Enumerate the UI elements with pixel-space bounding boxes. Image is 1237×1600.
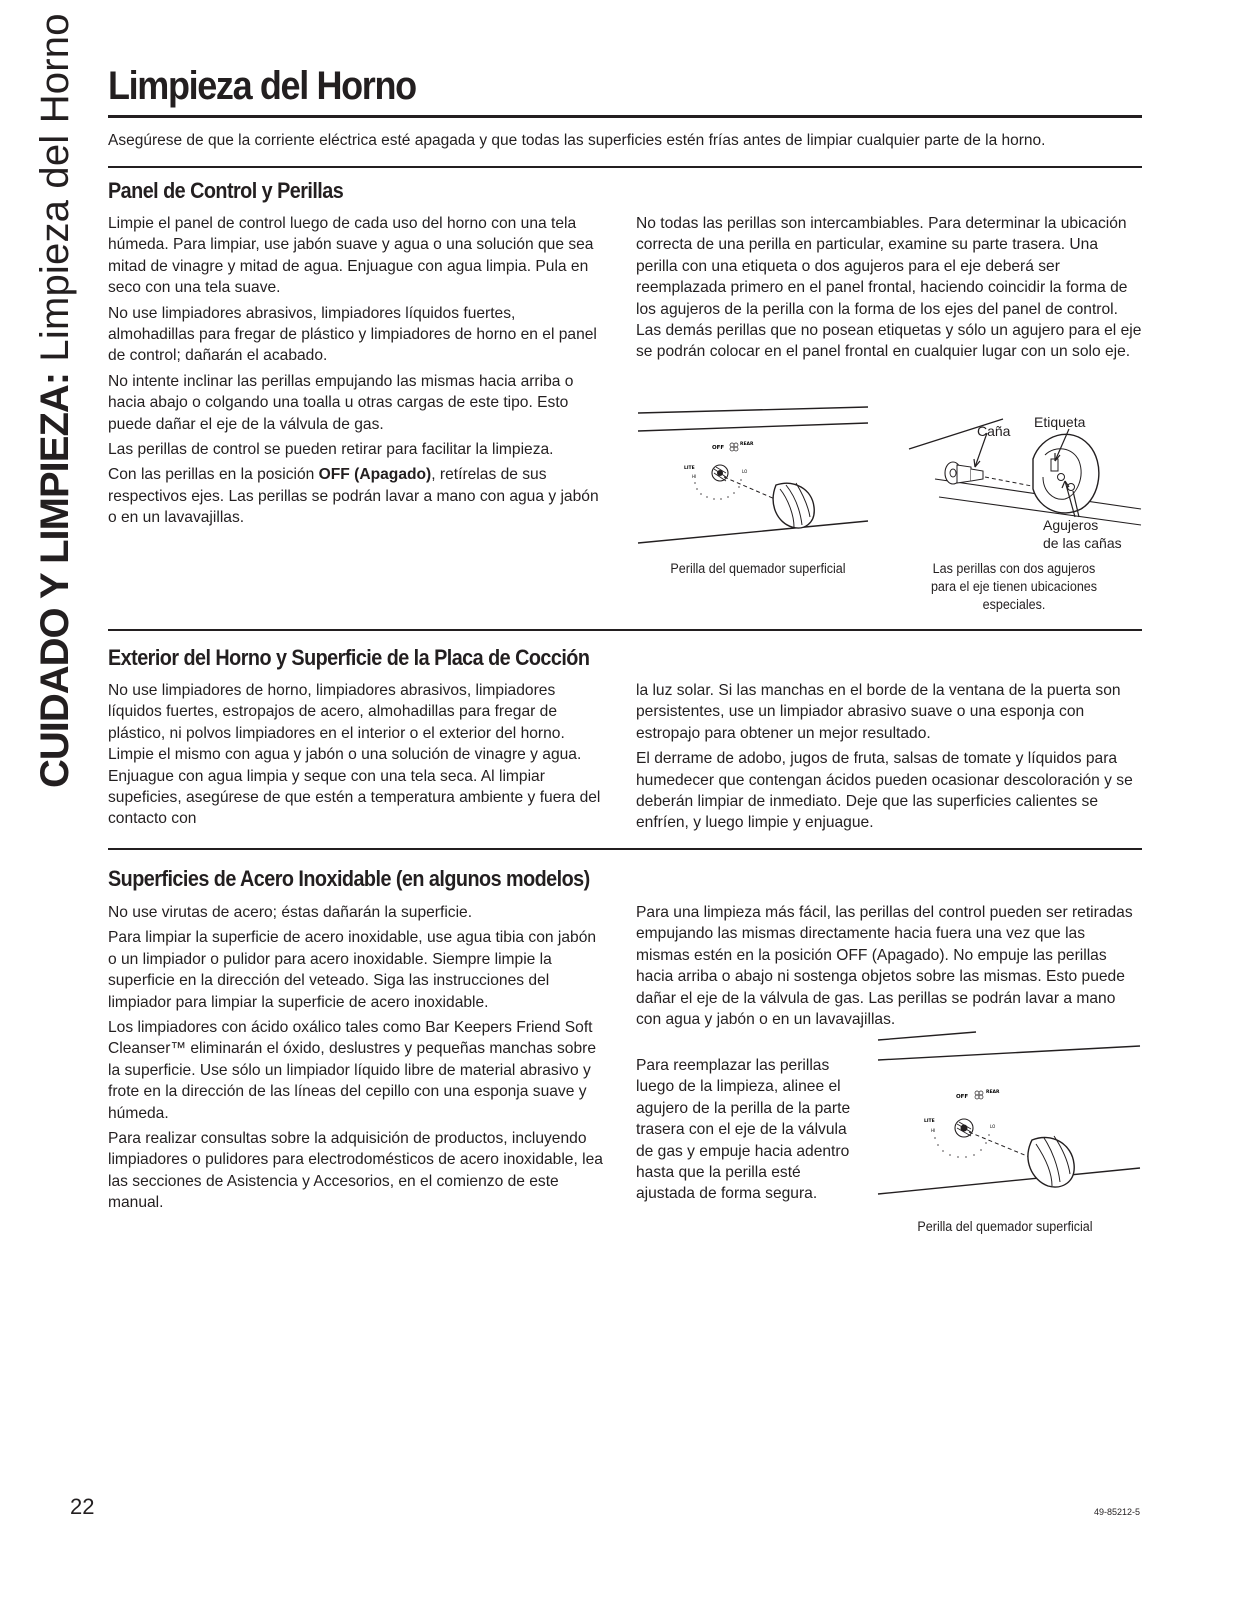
paragraph: Para realizar consultas sobre la adquisición de productos, incluyendo limpiadores o pulidores para electrodomésticos de acero inoxidable, lea las secciones de Asistencia y Accesorios, en el comienzo de este manual. — [108, 1130, 603, 1212]
paragraph: No use limpiadores de horno, limpiadores abrasivos, limpiadores líquidos fuertes, estropajos de acero, almohadillas para fregar de plástico, ni polvos limpiadores en el interior o el exterior del horno. Limpie el mismo con agua y jabón o una solución de vinagre y agua. Enjuague con agua limpia y seque con una tela seca. Al limpiar supeficies, asegúrese de que estén a temperatura ambiente y fuera del contacto con — [108, 682, 601, 828]
figure-label-etiqueta: Etiqueta — [1034, 414, 1086, 430]
figure-caption-left: Perilla del quemador superficial — [670, 561, 846, 576]
caption-line: especiales. — [982, 597, 1046, 612]
stainless-right-column — [636, 902, 1142, 1034]
paragraph: Las perillas de control se pueden retirar para facilitar la limpieza. — [108, 441, 554, 459]
section-title-panel: Panel de Control y Perillas — [108, 178, 344, 203]
panel-left-column — [108, 213, 606, 533]
exterior-left-column — [108, 680, 606, 834]
sidebar-bold-text: CUIDADO Y LIMPIEZA: — [33, 372, 77, 788]
section-divider — [108, 629, 1142, 631]
paragraph: Para limpiar la superficie de acero inoxidable, use agua tibia con jabón o un limpiador o pulidor para acero inoxidable. Siempre limpie la superficie en la dirección del veteado. Siga las instrucciones del limpiador para limpiar la superficie de acero inoxidable. — [108, 929, 597, 1011]
section-title-exterior: Exterior del Horno y Superficie de la Placa de Cocción — [108, 645, 590, 670]
title-rule — [108, 115, 1142, 118]
caption-line: para el eje tienen ubicaciones — [930, 579, 1098, 594]
paragraph: Limpie el panel de control luego de cada uso del horno con una tela húmeda. Para limpiar, use jabón suave y agua o una solución que sea mitad de vinagre y mitad de agua. Enjuague con agua limpia. Pula en seco con una tela suave. — [108, 215, 594, 297]
page-number: 22 — [70, 1494, 95, 1519]
off-emphasis: OFF (Apagado) — [318, 466, 432, 484]
knob-lite-text: LITE — [684, 466, 695, 471]
figure-label-canas: de las cañas — [1043, 535, 1122, 551]
knob-rear-text: REAR — [986, 1090, 1000, 1095]
knob-back-illustration — [905, 405, 1145, 540]
knob-hi-text: HI — [692, 474, 697, 479]
exterior-right-column — [636, 680, 1142, 838]
paragraph: Los limpiadores con ácido oxálico tales como Bar Keepers Friend Soft Cleanser™ eliminarán el óxido, deslustres y pequeñas manchas sobre la superficie. Use sólo un limpiador líquido libre de material abrasivo y frote en la dirección de las líneas del cepillo con una esponja suave y húmeda. — [108, 1019, 596, 1122]
knob-off-text: OFF — [712, 445, 725, 451]
caption-line: Las perillas con dos agujeros — [932, 561, 1096, 576]
paragraph — [108, 464, 606, 528]
paragraph: No use virutas de acero; éstas dañarán la superficie. — [108, 904, 473, 921]
knob-hi-text: HI — [931, 1128, 936, 1133]
knob-panel-illustration-lower — [876, 1028, 1142, 1200]
page-title: Limpieza del Horno — [108, 64, 416, 108]
paragraph: Para una limpieza más fácil, las perillas del control pueden ser retiradas empujando las mismas directamente hacia fuera una vez que las mismas estén en la posición OFF (Apagado). No empuje las perillas hacia arriba o abajo ni sostenga objetos sobre las mismas. Esto puede dañar el eje de la válvula de gas. Las perillas se podrán lavar a mano con agua y jabón o en un lavavajillas. — [636, 904, 1133, 1029]
knob-panel-illustration — [636, 405, 871, 555]
stainless-replace-text — [636, 1055, 862, 1209]
paragraph: la luz solar. Si las manchas en el borde de la ventana de la puerta son persistentes, use un limpiador abrasivo suave o una esponja con estropajo para obtener un mejor resultado. — [636, 682, 1121, 742]
sidebar-section-label — [28, 13, 82, 788]
figure-caption-lower: Perilla del quemador superficial — [917, 1219, 1093, 1234]
paragraph: No intente inclinar las perillas empujando las mismas hacia arriba o hacia abajo o colgando una toalla u otras cargas de este tipo. Esto puede dañar el eje de la válvula de gas. — [108, 372, 574, 433]
knob-lo-text: LO — [990, 1124, 996, 1129]
section-title-stainless: Superficies de Acero Inoxidable (en algunos modelos) — [108, 866, 590, 891]
figure-caption-right — [895, 560, 1133, 614]
figure-label-cana: Caña — [977, 423, 1011, 439]
sidebar-light-text: Limpieza del Horno — [33, 13, 77, 373]
paragraph: No todas las perillas son intercambiables. Para determinar la ubicación correcta de una perilla en particular, examine su parte trasera. Una perilla con una etiqueta o dos agujeros para el eje deberá ser reemplazada primero en el panel frontal, haciendo coincidir la forma de los agujeros de la perilla con la forma de los ejes del panel de control. Las demás perillas que no posean etiquetas y sólo un agujero para el eje se podrán colocar en el panel frontal en cualquier lugar con un solo eje. — [636, 215, 1142, 361]
figure-label-agujeros: Agujeros — [1043, 517, 1099, 533]
paragraph: El derrame de adobo, jugos de fruta, salsas de tomate y líquidos para humedecer que contengan ácidos pueden ocasionar descoloración y se deberán limpiar de inmediato. Deje que las superficies calientes se enfríen, y luego limpie y enjuague. — [636, 750, 1133, 832]
text-run: , retírelas de sus respectivos ejes. Las perillas se podrán lavar a mano con agua y jabón o en un lavavajillas. — [108, 466, 599, 527]
knob-lite-text: LITE — [924, 1119, 935, 1124]
paragraph: Para reemplazar las perillas luego de la limpieza, alinee el agujero de la perilla de la parte trasera con el eje de la válvula de gas y empuje hacia adentro hasta que la perilla esté ajustada de forma segura. — [636, 1057, 851, 1203]
section-divider — [108, 848, 1142, 850]
intro-text: Asegúrese de que la corriente eléctrica esté apagada y que todas las superficies estén frías antes de limpiar cualquier parte de la horno. — [108, 132, 1046, 149]
knob-off-text: OFF — [956, 1094, 969, 1100]
document-code: 49-85212-5 — [1093, 1507, 1140, 1517]
paragraph: No use limpiadores abrasivos, limpiadores líquidos fuertes, almohadillas para fregar de plástico y limpiadores de horno en el panel de control; dañarán el acabado. — [108, 304, 597, 365]
section-divider — [108, 166, 1142, 168]
text-run: Con las perillas en la posición — [108, 466, 319, 484]
stainless-left-column — [108, 902, 606, 1218]
knob-lo-text: LO — [742, 469, 748, 474]
panel-right-column — [636, 213, 1142, 367]
knob-rear-text: REAR — [740, 442, 754, 447]
